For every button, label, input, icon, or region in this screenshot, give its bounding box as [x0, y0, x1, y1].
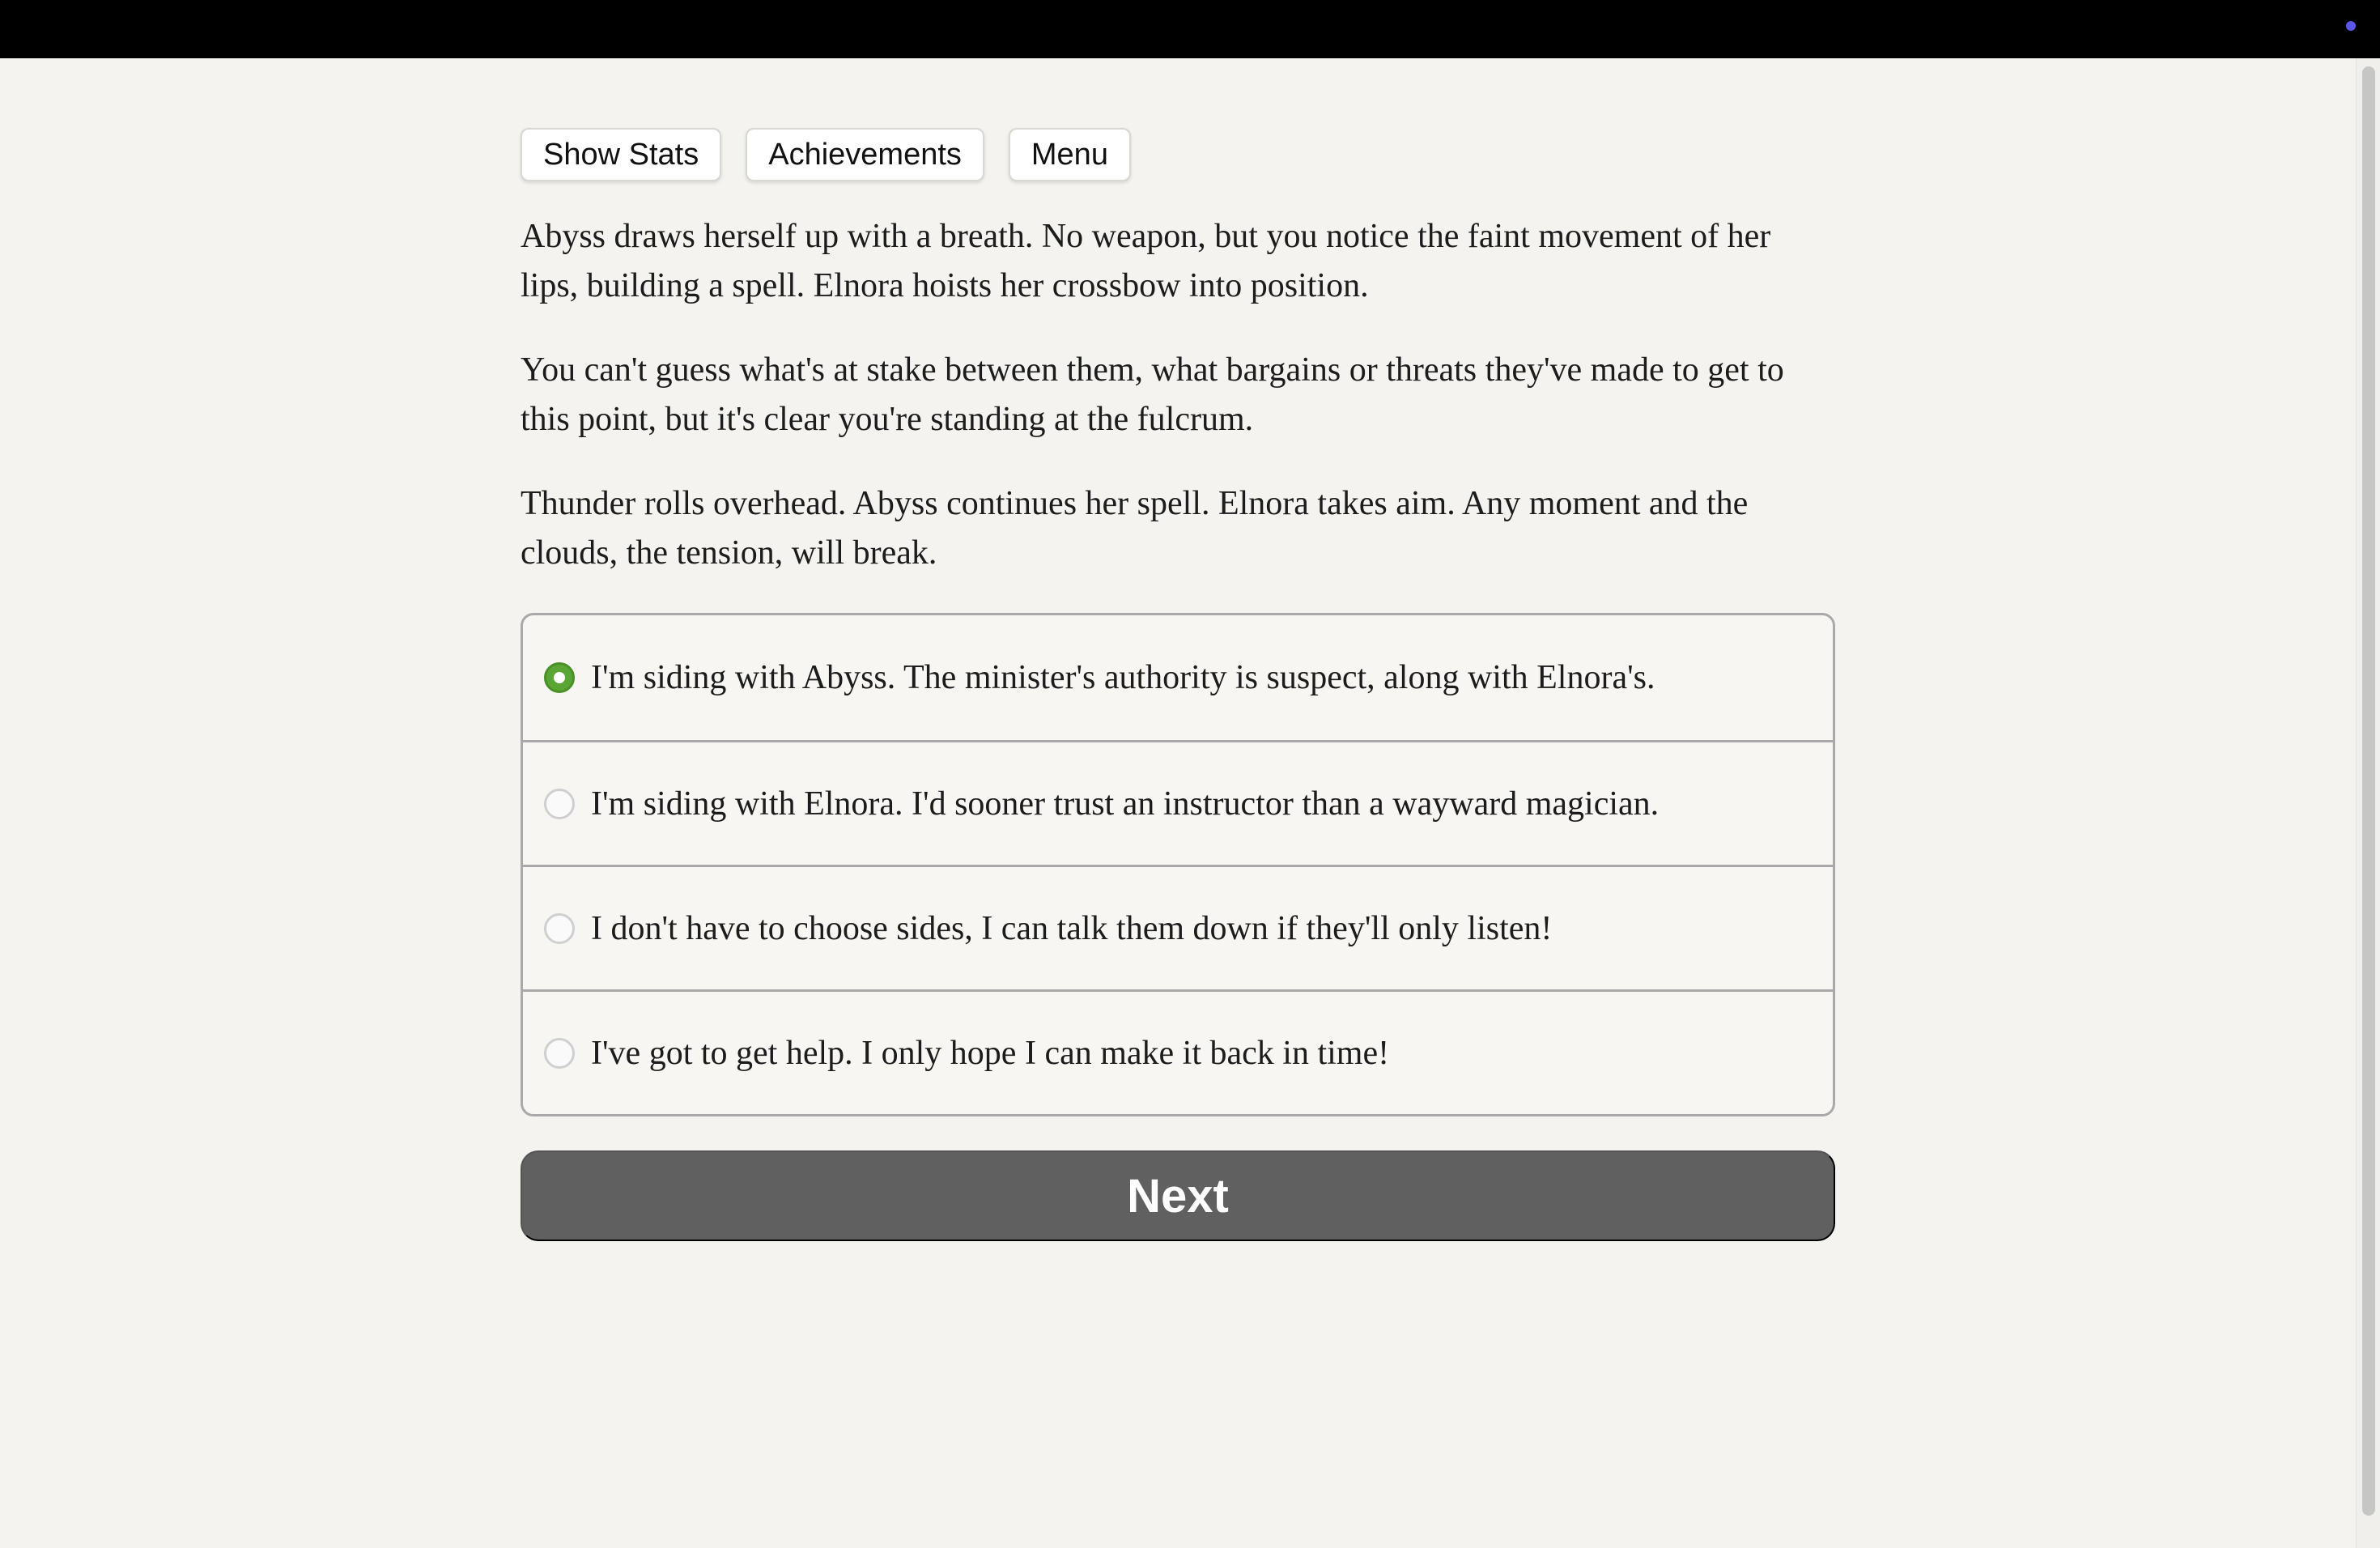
radio-button-icon[interactable] — [544, 913, 575, 944]
story-text — [521, 212, 1835, 578]
choice-label: I'm siding with Elnora. I'd sooner trust an instructor than a wayward magician. — [591, 785, 1660, 823]
radio-button-icon[interactable] — [544, 1038, 575, 1069]
next-button[interactable]: Next — [521, 1150, 1835, 1241]
choice-option-elnora[interactable] — [523, 740, 1833, 865]
choice-option-talk-down[interactable] — [523, 865, 1833, 989]
show-stats-button[interactable]: Show Stats — [521, 128, 721, 181]
choice-list — [521, 613, 1835, 1116]
choice-label: I've got to get help. I only hope I can make it back in time! — [591, 1034, 1390, 1072]
choice-label: I don't have to choose sides, I can talk them down if they'll only listen! — [591, 909, 1553, 947]
choice-option-get-help[interactable] — [523, 989, 1833, 1114]
choice-label: I'm siding with Abyss. The minister's authority is suspect, along with Elnora's. — [591, 659, 1655, 696]
story-paragraph: You can't guess what's at stake between them, what bargains or threats they've made to get to this point, but it's clear you're standing at the fulcrum. — [521, 351, 1784, 438]
story-paragraph: Thunder rolls overhead. Abyss continues her spell. Elnora takes aim. Any moment and the clouds, the tension, will break. — [521, 485, 1749, 572]
achievements-button[interactable]: Achievements — [746, 128, 984, 181]
vertical-scrollbar[interactable] — [2356, 58, 2380, 1548]
status-dot-icon — [2346, 21, 2356, 31]
window-top-bar — [0, 0, 2380, 58]
scrollbar-thumb[interactable] — [2362, 66, 2375, 1516]
toolbar — [521, 128, 1835, 181]
radio-button-icon[interactable] — [544, 662, 575, 693]
choice-option-abyss[interactable] — [523, 615, 1833, 740]
game-content — [521, 128, 1835, 1241]
radio-button-icon[interactable] — [544, 789, 575, 819]
story-paragraph: Abyss draws herself up with a breath. No weapon, but you notice the faint movement of her lips, building a spell. Elnora hoists her crossbow into position. — [521, 218, 1771, 304]
menu-button[interactable]: Menu — [1009, 128, 1131, 181]
